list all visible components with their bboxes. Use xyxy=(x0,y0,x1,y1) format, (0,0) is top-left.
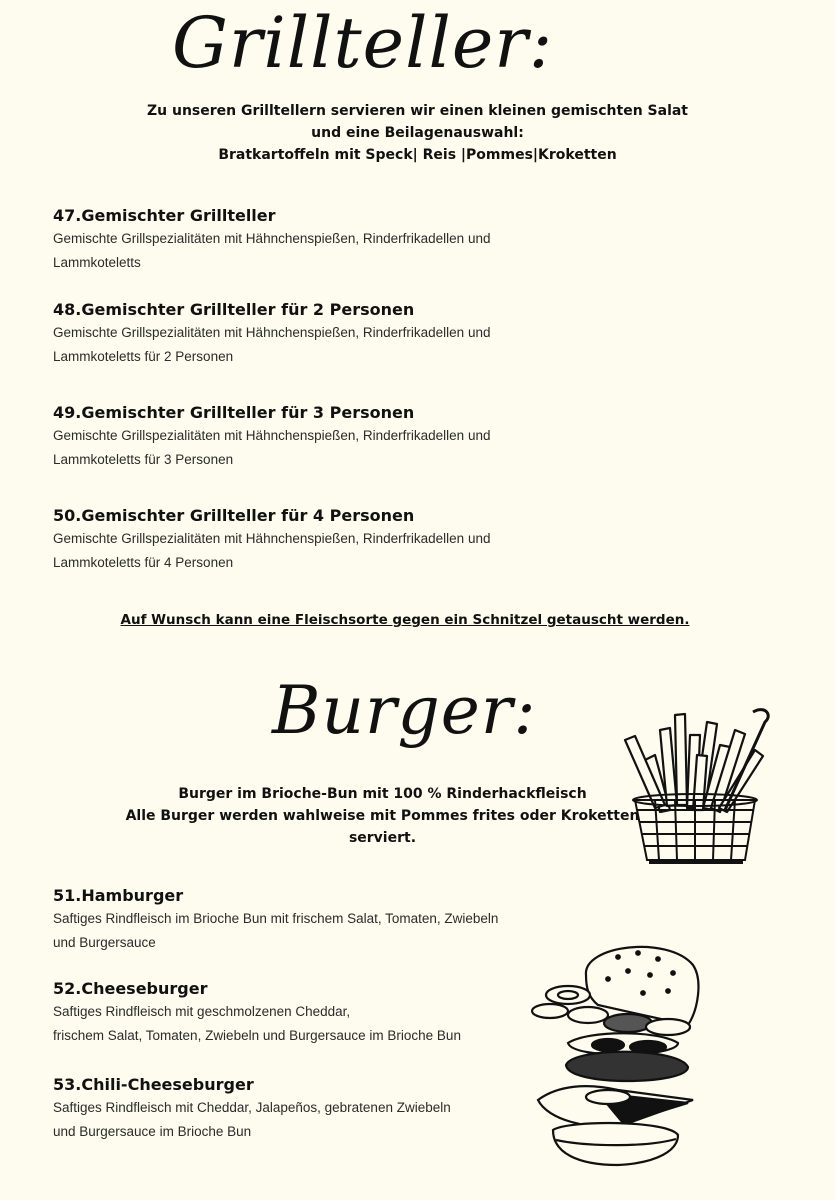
burger-intro-line: Burger im Brioche-Bun mit 100 % Rinderhackfleisch xyxy=(178,786,587,802)
item-description-line: Saftiges Rindfleisch im Brioche Bun mit frischem Salat, Tomaten, Zwiebeln xyxy=(53,911,499,926)
item-name: 49.Gemischter Grillteller für 3 Personen xyxy=(53,403,415,422)
item-description-line: Gemischte Grillspezialitäten mit Hähnchenspießen, Rinderfrikadellen und xyxy=(53,531,491,546)
menu-item-50 xyxy=(53,505,613,575)
grill-intro-line: Zu unseren Grilltellern servieren wir einen kleinen gemischten Salat xyxy=(146,103,689,119)
item-description xyxy=(53,527,613,575)
schnitzel-note: Auf Wunsch kann eine Fleischsorte gegen ein Schnitzel getauscht werden. xyxy=(120,612,690,628)
burger-intro-line: serviert. xyxy=(348,830,417,846)
burger-stack-icon xyxy=(528,935,703,1175)
item-description-line: und Burgersauce im Brioche Bun xyxy=(53,1124,252,1139)
item-name: 47.Gemischter Grillteller xyxy=(53,206,276,225)
item-description-line: Gemischte Grillspezialitäten mit Hähnchenspießen, Rinderfrikadellen und xyxy=(53,428,491,443)
burger-section-title: Burger: xyxy=(272,672,537,749)
menu-item-48 xyxy=(53,299,613,369)
grill-intro xyxy=(0,100,835,166)
burger-intro-line: Alle Burger werden wahlweise mit Pommes frites oder Kroketten xyxy=(125,808,640,824)
item-description-line: Lammkoteletts für 2 Personen xyxy=(53,349,234,364)
item-description-line: Lammkoteletts für 4 Personen xyxy=(53,555,234,570)
menu-item-47 xyxy=(53,205,613,275)
item-description xyxy=(53,424,613,472)
item-description-line: und Burgersauce xyxy=(53,935,156,950)
grill-intro-line: Bratkartoffeln mit Speck| Reis |Pommes|Kroketten xyxy=(218,147,617,163)
item-description-line: Saftiges Rindfleisch mit geschmolzenen Cheddar, xyxy=(53,1004,351,1019)
item-description xyxy=(53,321,613,369)
item-description-line: Lammkoteletts für 3 Personen xyxy=(53,452,234,467)
item-description-line: Saftiges Rindfleisch mit Cheddar, Jalapeños, gebratenen Zwiebeln xyxy=(53,1100,451,1115)
item-description-line: Gemischte Grillspezialitäten mit Hähnchenspießen, Rinderfrikadellen und xyxy=(53,231,491,246)
fries-basket-icon xyxy=(615,700,775,870)
item-description-line: Lammkoteletts xyxy=(53,255,141,270)
item-description xyxy=(53,227,613,275)
grill-intro-line: und eine Beilagenauswahl: xyxy=(311,125,524,141)
item-name: 48.Gemischter Grillteller für 2 Personen xyxy=(53,300,415,319)
item-name: 51.Hamburger xyxy=(53,886,184,905)
item-name: 50.Gemischter Grillteller für 4 Personen xyxy=(53,506,415,525)
item-description-line: frischem Salat, Tomaten, Zwiebeln und Burgersauce im Brioche Bun xyxy=(53,1028,461,1043)
item-name: 52.Cheeseburger xyxy=(53,979,208,998)
grill-section-title: Grillteller: xyxy=(172,2,554,84)
menu-item-49 xyxy=(53,402,613,472)
item-name: 53.Chili-Cheeseburger xyxy=(53,1075,254,1094)
item-description-line: Gemischte Grillspezialitäten mit Hähnchenspießen, Rinderfrikadellen und xyxy=(53,325,491,340)
